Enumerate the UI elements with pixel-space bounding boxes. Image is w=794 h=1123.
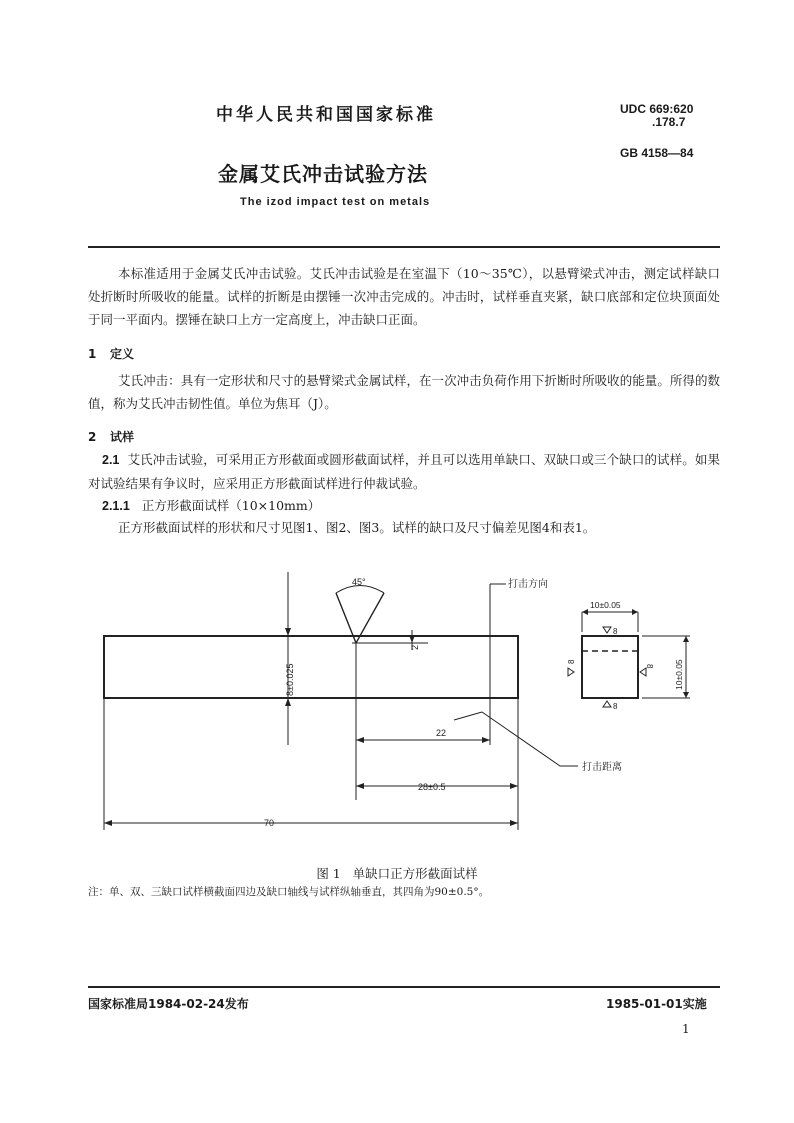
figure-1-drawing [0, 560, 794, 860]
clause-2-1-1-text: 正方形截面试样的形状和尺寸见图1、图2、图3。试样的缺口及尺寸偏差见图4和表1。 [118, 520, 596, 535]
section-2-number: 2 [88, 430, 97, 444]
strike-distance-leader [482, 712, 578, 766]
arrow-22-left [356, 737, 364, 743]
footer-rule [88, 986, 720, 988]
arrow-side-bottom [683, 692, 689, 698]
section-1-number: 1 [88, 347, 97, 361]
dim-70-label: 70 [264, 818, 275, 828]
figure-number: 图 1 [316, 866, 341, 881]
arrow-28-right [510, 783, 518, 789]
roughness-top-icon [603, 627, 611, 633]
document-title: 金属艾氏冲击试验方法 [218, 162, 428, 186]
figure-title: 单缺口正方形截面试样 [352, 866, 478, 881]
arrow-height-top [285, 628, 291, 636]
standard-org: 中华人民共和国国家标准 [216, 105, 436, 125]
arrow-notch-depth [409, 635, 415, 643]
cross-section [582, 636, 638, 698]
figure-caption [0, 864, 794, 882]
strike-distance-label: 打击距离 [582, 762, 622, 773]
roughness-bottom-icon [603, 701, 611, 707]
udc-line-1: UDC 669:620 [620, 102, 694, 116]
arrow-width-left [582, 609, 588, 615]
arrow-70-left [104, 820, 112, 826]
angle-label: 45° [352, 577, 366, 587]
roughness-top-label: 8 [613, 627, 618, 636]
arrow-70-right [510, 820, 518, 826]
roughness-bottom-label: 8 [613, 702, 618, 711]
effective-date: 1985-01-01实施 [606, 997, 707, 1011]
section-2-heading [88, 428, 134, 445]
udc-line-2: .178.7 [652, 115, 686, 129]
udc-code [620, 103, 693, 129]
issue-date: 国家标准局1984-02-24发布 [88, 997, 249, 1011]
specimen-bar [104, 636, 518, 698]
gb-code: GB 4158—84 [620, 146, 694, 160]
section-1-text: 艾氏冲击：具有一定形状和尺寸的悬臂梁式金属试样，在一次冲击负荷作用下折断时所吸收的能量。所得的数值，称为艾氏冲击韧性值。单位为焦耳（J）。 [88, 373, 720, 411]
intro-paragraph: 本标准适用于金属艾氏冲击试验。艾氏冲击试验是在室温下（10～35℃），以悬臂梁式冲击，测定试样缺口处折断时所吸收的能量。试样的折断是由摆锤一次冲击完成的。冲击时，试样垂直夹紧，缺口底部和定位块顶面处于同一平面内。摆锤在缺口上方一定高度上，冲击缺口正面。 [88, 266, 720, 327]
notch-depth-label: 2 [410, 644, 420, 650]
clause-2-1 [88, 448, 720, 495]
clause-2-1-number: 2.1 [102, 453, 120, 467]
arrow-side-top [683, 636, 689, 642]
clause-2-1-1-title: 正方形截面试样（10×10mm） [141, 498, 321, 513]
clause-2-1-1-number: 2.1.1 [102, 499, 130, 513]
page-number: 1 [682, 1022, 690, 1036]
figure-note: 注：单、双、三缺口试样横截面四边及缺口轴线与试样纵轴垂直，其四角为90±0.5°。 [88, 886, 490, 898]
clause-2-1-1 [88, 494, 720, 518]
header-rule [88, 246, 720, 248]
strike-direction-label: 打击方向 [508, 579, 548, 590]
dim-28-label: 28±0.5 [418, 782, 446, 792]
arrow-28-left [356, 783, 364, 789]
english-title: The izod impact test on metals [240, 196, 431, 208]
arrow-22-right [482, 737, 490, 743]
clause-2-1-text: 艾氏冲击试验，可采用正方形截面或圆形截面试样，并且可以选用单缺口、双缺口或三个缺口的试样。如果对试验结果有争议时，应采用正方形截面试样进行仲裁试验。 [88, 452, 720, 491]
side-dim-label: 10±0.05 [674, 659, 684, 690]
arrow-width-right [632, 609, 638, 615]
roughness-left-label: 8 [567, 659, 576, 664]
roughness-right-label: 8 [645, 664, 654, 669]
section-2-title: 试样 [110, 430, 135, 444]
section-1-heading [88, 345, 134, 362]
dim-22-label: 22 [436, 728, 447, 738]
height-dim-label: 8±0.025 [285, 663, 295, 696]
arrow-height-bottom [285, 698, 291, 706]
roughness-right-icon [640, 668, 646, 676]
width-dim-label: 10±0.05 [590, 600, 621, 610]
strike-distance-tick [454, 712, 482, 720]
section-1-title: 定义 [110, 347, 135, 361]
roughness-left-icon [568, 668, 574, 676]
